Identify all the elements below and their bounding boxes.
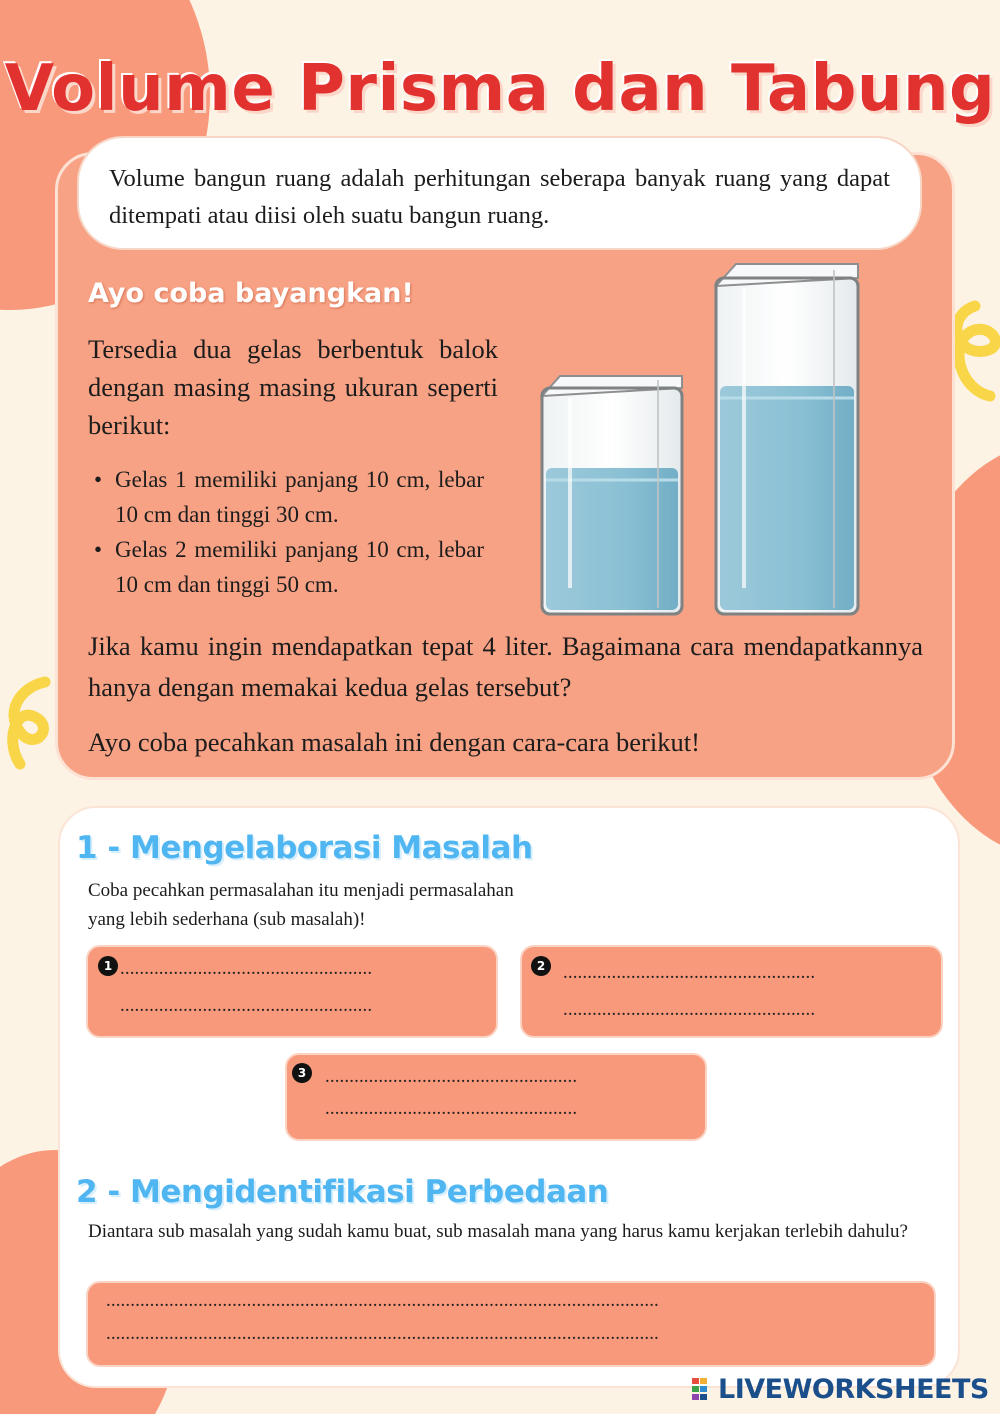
liveworksheets-logo-icon — [692, 1378, 716, 1400]
answer-2-line-1[interactable]: .................................................... — [563, 962, 816, 983]
glass-1-icon — [542, 376, 682, 614]
problem-question: Jika kamu ingin mendapatkan tepat 4 liter. Bagaimana cara mendapatkannya hanya dengan memakai kedua gelas tersebut? — [88, 631, 923, 702]
definition-box — [77, 136, 922, 250]
section-2-line-2[interactable]: .................................................................................................................. — [106, 1323, 659, 1344]
glass-2-icon — [716, 264, 858, 614]
problem-instruction: Ayo coba pecahkan masalah ini dengan cara-cara berikut! — [88, 727, 700, 757]
answer-1-line-1[interactable]: .................................................... — [120, 958, 373, 979]
glass-list — [92, 462, 484, 602]
answer-number-1: 1 — [98, 956, 118, 976]
decor-squiggle-left — [0, 672, 60, 772]
section-2-heading: 2 - Mengidentifikasi Perbedaan — [76, 1174, 609, 1210]
section-2-line-1[interactable]: .................................................................................................................. — [106, 1290, 659, 1311]
answer-1-line-2[interactable]: .................................................... — [120, 995, 373, 1016]
answer-number-2: 2 — [531, 956, 551, 976]
answer-3-line-2[interactable]: .................................................... — [325, 1098, 578, 1119]
glass-1-item: • Gelas 1 memiliki panjang 10 cm, lebar 10 cm dan tinggi 30 cm. — [92, 462, 484, 532]
answer-box-2[interactable] — [520, 945, 943, 1038]
glasses-illustration — [530, 258, 870, 618]
answer-2-line-2[interactable]: .................................................... — [563, 999, 816, 1020]
imagine-intro: Tersedia dua gelas berbentuk balok dengan masing masing ukuran seperti berikut: — [88, 334, 498, 440]
answer-3-line-1[interactable]: .................................................... — [325, 1066, 578, 1087]
imagine-heading: Ayo coba bayangkan! — [88, 278, 414, 309]
section-1-desc: Coba pecahkan permasalahan itu menjadi permasalahan yang lebih sederhana (sub masalah)! — [88, 880, 514, 930]
section-2-desc: Diantara sub masalah yang sudah kamu buat, sub masalah mana yang harus kamu kerjakan terlebih dahulu? — [88, 1221, 908, 1242]
page-title: Volume Prisma dan Tabung — [4, 52, 996, 126]
glass-2-item: • Gelas 2 memiliki panjang 10 cm, lebar 10 cm dan tinggi 50 cm. — [92, 532, 484, 602]
brand-logo-text: LIVEWORKSHEETS — [718, 1374, 989, 1405]
section-1-heading: 1 - Mengelaborasi Masalah — [76, 830, 533, 866]
answer-number-3: 3 — [292, 1063, 312, 1083]
definition-text: Volume bangun ruang adalah perhitungan seberapa banyak ruang yang dapat ditempati atau diisi oleh suatu bangun ruang. — [109, 165, 890, 229]
